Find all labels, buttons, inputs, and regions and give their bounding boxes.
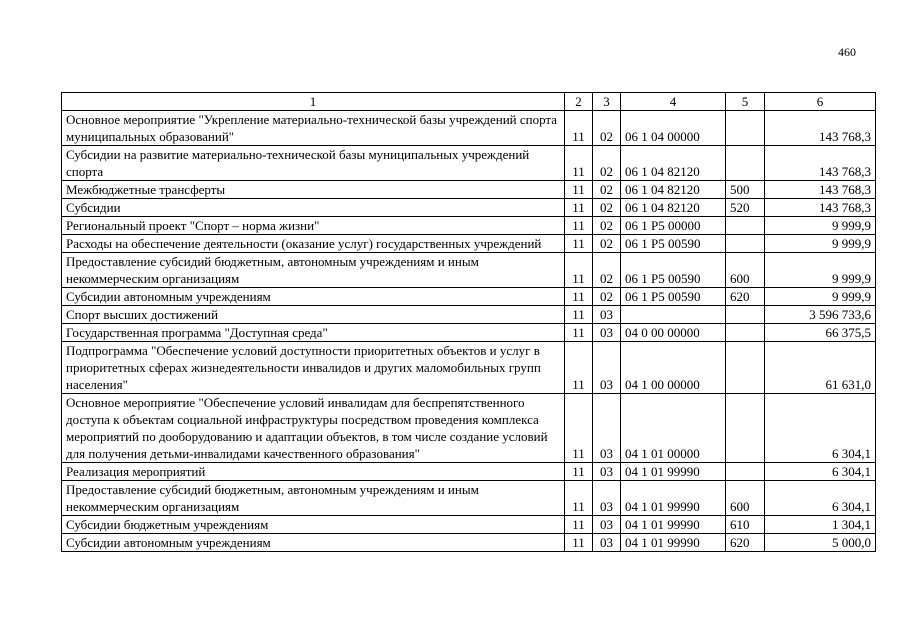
subsection-code-cell: 03: [593, 342, 621, 394]
expense-type-cell: [726, 342, 765, 394]
table-row: [62, 235, 876, 253]
table-row: [62, 253, 876, 288]
subsection-code-cell: 02: [593, 235, 621, 253]
section-code-cell: 11: [565, 342, 593, 394]
expense-type-cell: 520: [726, 199, 765, 217]
amount-cell: 5 000,0: [765, 534, 876, 552]
column-header: 4: [621, 93, 726, 111]
section-code-cell: 11: [565, 146, 593, 181]
expense-type-cell: 600: [726, 253, 765, 288]
row-name-cell: Основное мероприятие "Укрепление материально-технической базы учреждений спорта муниципальных образований": [62, 111, 565, 146]
amount-cell: 6 304,1: [765, 463, 876, 481]
target-article-cell: 06 1 P5 00590: [621, 253, 726, 288]
target-article-cell: 04 1 00 00000: [621, 342, 726, 394]
subsection-code-cell: 02: [593, 199, 621, 217]
section-code-cell: 11: [565, 534, 593, 552]
expense-type-cell: [726, 324, 765, 342]
expense-type-cell: [726, 111, 765, 146]
target-article-cell: 04 1 01 00000: [621, 394, 726, 463]
target-article-cell: 04 1 01 99990: [621, 534, 726, 552]
subsection-code-cell: 02: [593, 181, 621, 199]
amount-cell: 9 999,9: [765, 235, 876, 253]
row-name-cell: Основное мероприятие "Обеспечение условий инвалидам для беспрепятственного доступа к объектам социальной инфраструктуры посредством проведения комплекса мероприятий по дооборудованию и адаптации объектов, в том числе создание условий для получения детьми-инвалидами качественного образования": [62, 394, 565, 463]
section-code-cell: 11: [565, 306, 593, 324]
subsection-code-cell: 03: [593, 463, 621, 481]
row-name-cell: Субсидии автономным учреждениям: [62, 288, 565, 306]
amount-cell: 6 304,1: [765, 394, 876, 463]
table-row: [62, 181, 876, 199]
table-row: [62, 306, 876, 324]
section-code-cell: 11: [565, 253, 593, 288]
amount-cell: 143 768,3: [765, 199, 876, 217]
target-article-cell: 06 1 04 82120: [621, 199, 726, 217]
section-code-cell: 11: [565, 481, 593, 516]
row-name-cell: Субсидии автономным учреждениям: [62, 534, 565, 552]
section-code-cell: 11: [565, 516, 593, 534]
subsection-code-cell: 03: [593, 516, 621, 534]
section-code-cell: 11: [565, 217, 593, 235]
amount-cell: 9 999,9: [765, 288, 876, 306]
target-article-cell: 06 1 04 82120: [621, 146, 726, 181]
table-row: [62, 111, 876, 146]
subsection-code-cell: 03: [593, 394, 621, 463]
target-article-cell: 04 0 00 00000: [621, 324, 726, 342]
column-header: 5: [726, 93, 765, 111]
table-row: [62, 288, 876, 306]
subsection-code-cell: 03: [593, 534, 621, 552]
amount-cell: 6 304,1: [765, 481, 876, 516]
subsection-code-cell: 02: [593, 111, 621, 146]
expense-type-cell: 600: [726, 481, 765, 516]
subsection-code-cell: 03: [593, 324, 621, 342]
table-row: [62, 534, 876, 552]
expense-type-cell: 610: [726, 516, 765, 534]
table-row: [62, 146, 876, 181]
table-row: [62, 324, 876, 342]
target-article-cell: 06 1 04 82120: [621, 181, 726, 199]
amount-cell: 9 999,9: [765, 253, 876, 288]
target-article-cell: [621, 306, 726, 324]
target-article-cell: 04 1 01 99990: [621, 481, 726, 516]
column-header: 1: [62, 93, 565, 111]
table-row: [62, 199, 876, 217]
expense-type-cell: [726, 146, 765, 181]
amount-cell: 66 375,5: [765, 324, 876, 342]
row-name-cell: Субсидии бюджетным учреждениям: [62, 516, 565, 534]
row-name-cell: Субсидии на развитие материально-технической базы муниципальных учреждений спорта: [62, 146, 565, 181]
amount-cell: 1 304,1: [765, 516, 876, 534]
subsection-code-cell: 02: [593, 217, 621, 235]
amount-cell: 143 768,3: [765, 181, 876, 199]
expense-type-cell: [726, 217, 765, 235]
section-code-cell: 11: [565, 288, 593, 306]
section-code-cell: 11: [565, 463, 593, 481]
page-number: 460: [838, 45, 856, 59]
section-code-cell: 11: [565, 235, 593, 253]
row-name-cell: Государственная программа "Доступная среда": [62, 324, 565, 342]
target-article-cell: 06 1 P5 00590: [621, 288, 726, 306]
amount-cell: 143 768,3: [765, 111, 876, 146]
table-row: [62, 516, 876, 534]
amount-cell: 61 631,0: [765, 342, 876, 394]
section-code-cell: 11: [565, 394, 593, 463]
table-row: [62, 217, 876, 235]
expense-type-cell: [726, 235, 765, 253]
row-name-cell: Реализация мероприятий: [62, 463, 565, 481]
row-name-cell: Предоставление субсидий бюджетным, автономным учреждениям и иным некоммерческим организациям: [62, 253, 565, 288]
amount-cell: 3 596 733,6: [765, 306, 876, 324]
budget-table: [61, 92, 876, 552]
target-article-cell: 04 1 01 99990: [621, 516, 726, 534]
expense-type-cell: 500: [726, 181, 765, 199]
expense-type-cell: 620: [726, 534, 765, 552]
row-name-cell: Спорт высших достижений: [62, 306, 565, 324]
row-name-cell: Межбюджетные трансферты: [62, 181, 565, 199]
row-name-cell: Расходы на обеспечение деятельности (оказание услуг) государственных учреждений: [62, 235, 565, 253]
target-article-cell: 06 1 P5 00000: [621, 217, 726, 235]
expense-type-cell: [726, 463, 765, 481]
row-name-cell: Подпрограмма "Обеспечение условий доступности приоритетных объектов и услуг в приоритетных сферах жизнедеятельности инвалидов и других маломобильных групп населения": [62, 342, 565, 394]
column-header: 3: [593, 93, 621, 111]
column-header: 6: [765, 93, 876, 111]
subsection-code-cell: 02: [593, 288, 621, 306]
expense-type-cell: [726, 394, 765, 463]
table-row: [62, 394, 876, 463]
table-row: [62, 463, 876, 481]
table-row: [62, 342, 876, 394]
amount-cell: 9 999,9: [765, 217, 876, 235]
expense-type-cell: [726, 306, 765, 324]
amount-cell: 143 768,3: [765, 146, 876, 181]
row-name-cell: Региональный проект "Спорт – норма жизни": [62, 217, 565, 235]
section-code-cell: 11: [565, 111, 593, 146]
target-article-cell: 06 1 04 00000: [621, 111, 726, 146]
subsection-code-cell: 03: [593, 306, 621, 324]
expense-type-cell: 620: [726, 288, 765, 306]
subsection-code-cell: 03: [593, 481, 621, 516]
section-code-cell: 11: [565, 199, 593, 217]
column-header: 2: [565, 93, 593, 111]
table-header-row: [62, 93, 876, 111]
target-article-cell: 04 1 01 99990: [621, 463, 726, 481]
section-code-cell: 11: [565, 324, 593, 342]
target-article-cell: 06 1 P5 00590: [621, 235, 726, 253]
subsection-code-cell: 02: [593, 253, 621, 288]
row-name-cell: Предоставление субсидий бюджетным, автономным учреждениям и иным некоммерческим организациям: [62, 481, 565, 516]
subsection-code-cell: 02: [593, 146, 621, 181]
row-name-cell: Субсидии: [62, 199, 565, 217]
section-code-cell: 11: [565, 181, 593, 199]
table-row: [62, 481, 876, 516]
table-body: [62, 111, 876, 552]
